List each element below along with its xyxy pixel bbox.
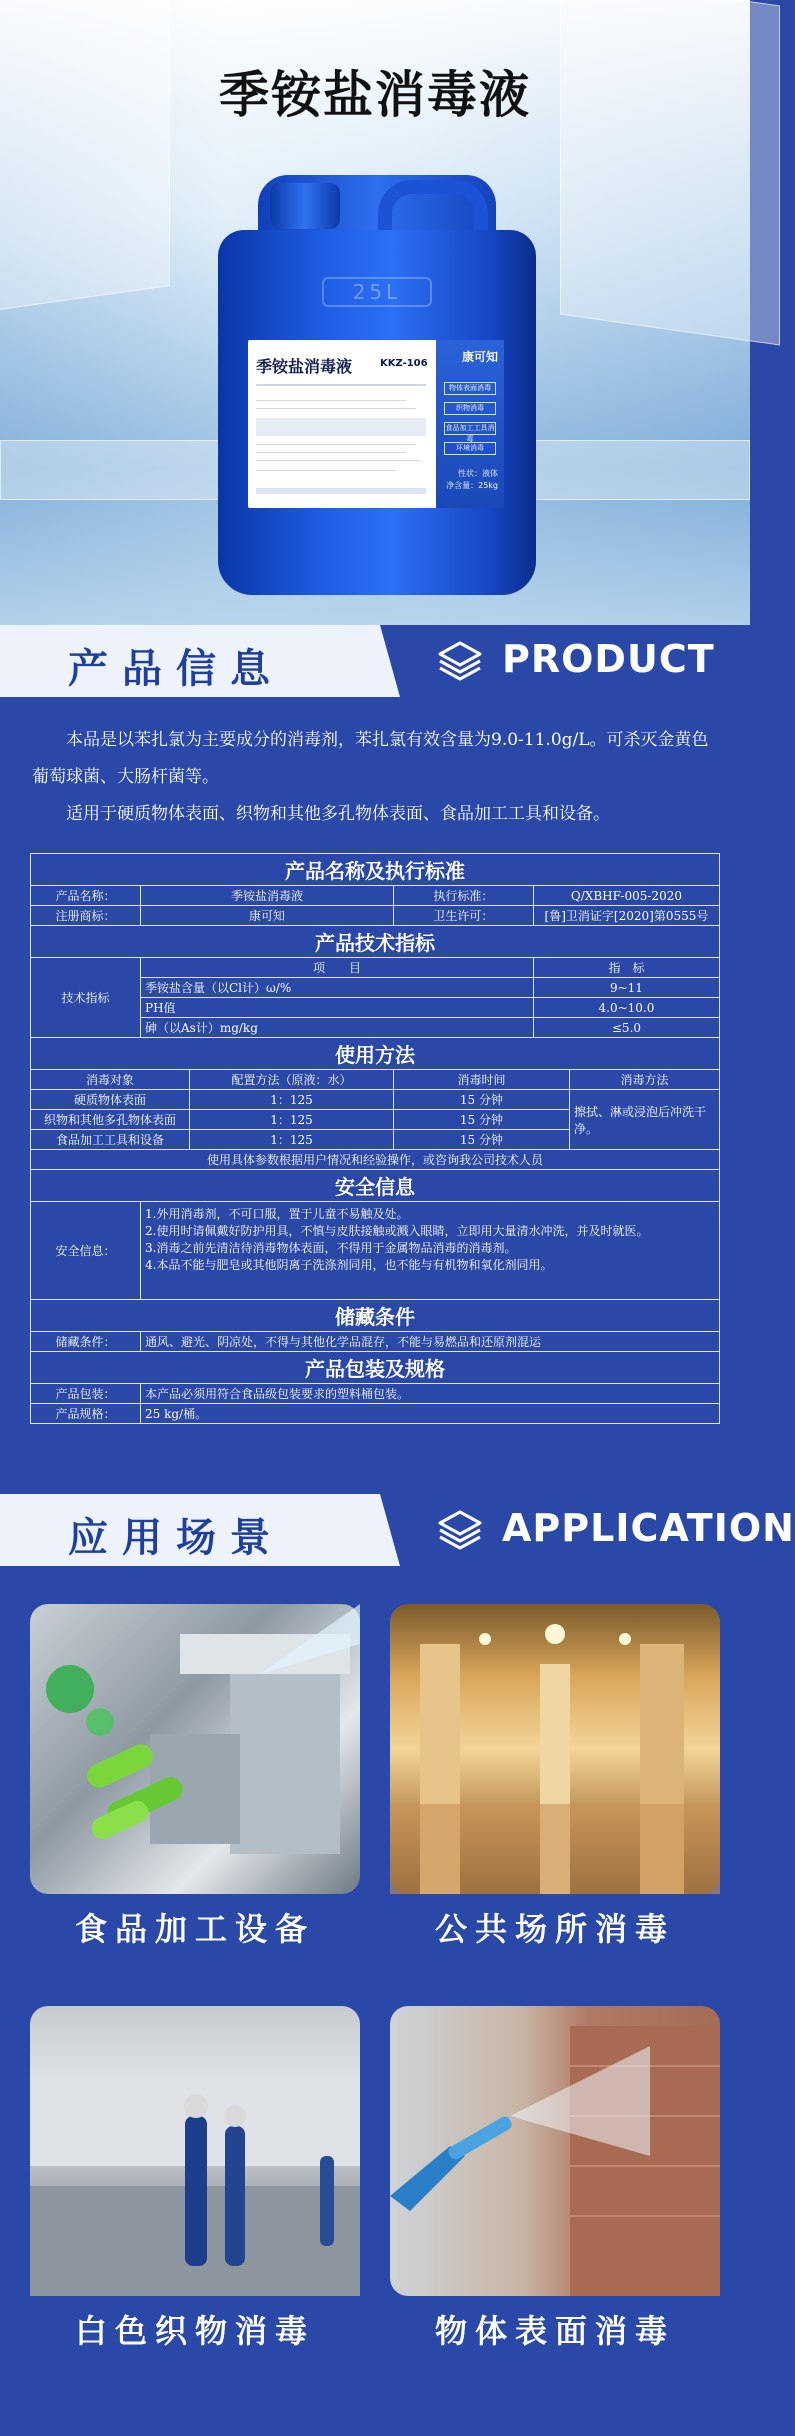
- glass-panel: [0, 0, 170, 314]
- spray-illustration: [390, 2006, 720, 2296]
- section-header-application: [0, 1494, 795, 1566]
- label-divider: [256, 384, 426, 386]
- section-title: 应用场景: [68, 1515, 284, 1561]
- cell-col-header: 配置方法（原液：水）: [190, 1070, 394, 1090]
- table-heading: 使用方法: [31, 1038, 720, 1070]
- section-spacer: [0, 1424, 750, 1494]
- application-grid: [0, 1566, 750, 2436]
- table-heading: 储藏条件: [31, 1300, 720, 1332]
- label-side-panel: [436, 340, 504, 508]
- caption-white-fabric: 白色织物消毒: [74, 2312, 315, 2350]
- safety-item: 1.外用消毒剂，不可口服，置于儿童不易触及处。: [145, 1207, 409, 1221]
- cell-col-header: 消毒时间: [393, 1070, 569, 1090]
- label-meta-line: 性状：液体: [458, 469, 498, 478]
- label-chip: 环境消毒: [444, 442, 496, 455]
- cell-label: 执行标准：: [393, 886, 533, 906]
- caption-food-processing: 食品加工设备: [74, 1910, 315, 1948]
- label-meta-line: 净含量：25kg: [446, 481, 498, 490]
- cell-label: 注册商标：: [31, 906, 141, 926]
- cell-value: 硬质物体表面: [31, 1090, 190, 1110]
- cell-value: 1：125: [190, 1110, 394, 1130]
- label-meta: [446, 468, 498, 492]
- lab-illustration: [30, 2006, 360, 2296]
- cell-value: PH值: [141, 998, 534, 1018]
- layers-icon: [436, 637, 484, 685]
- cell-value: 1：125: [190, 1090, 394, 1110]
- cell-value: 4.0~10.0: [533, 998, 719, 1018]
- label-chip: 织物消毒: [444, 402, 496, 415]
- photo-object-surface: [390, 2006, 720, 2296]
- safety-item: 3.消毒之前先清洁待消毒物体表面，不得用于金属物品消毒的消毒剂。: [145, 1241, 517, 1255]
- safety-item: 2.使用时请佩戴好防护用具，不慎与皮肤接触或溅入眼睛，立即用大量清水冲洗，并及时就医。: [145, 1224, 649, 1238]
- table-heading: 安全信息: [31, 1170, 720, 1202]
- cell-note: 使用具体参数根据用户情况和经验操作，或咨询我公司技术人员: [31, 1150, 720, 1170]
- safety-item: 4.本品不能与肥皂或其他阴离子洗涤剂同用，也不能与有机物和氧化剂同用。: [145, 1258, 553, 1272]
- cell-label: 技术指标: [31, 958, 141, 1038]
- table-heading: 产品技术指标: [31, 926, 720, 958]
- jug-volume-mark: 25L: [322, 277, 432, 307]
- caption-object-surface: 物体表面消毒: [434, 2312, 675, 2350]
- photo-food-processing: [30, 1604, 360, 1894]
- intro-paragraph: 本品是以苯扎氯为主要成分的消毒剂，苯扎氯有效含量为9.0-11.0g/L。可杀灭金黄色葡萄球菌、大肠杆菌等。: [32, 730, 709, 787]
- cell-label: 卫生许可：: [393, 906, 533, 926]
- cell-value: 通风、避光、阴凉处，不得与其他化学品混存，不能与易燃品和还原剂混运: [141, 1332, 720, 1352]
- cell-value: 砷（以As计）mg/kg: [141, 1018, 534, 1038]
- table-heading: 产品名称及执行标准: [31, 854, 720, 886]
- cell-label: 产品包装：: [31, 1384, 141, 1404]
- intro-paragraph: 适用于硬质物体表面、织物和其他多孔物体表面、食品加工工具和设备。: [66, 804, 610, 824]
- glass-panel: [560, 0, 780, 345]
- safety-list: [141, 1202, 720, 1300]
- cell-col-header: 指 标: [533, 958, 719, 978]
- cell-value: 食品加工工具和设备: [31, 1130, 190, 1150]
- label-chip: 食品加工工具消毒: [445, 424, 495, 443]
- label-text-line: [256, 452, 406, 453]
- cell-value: 康可知: [141, 906, 394, 926]
- photo-public-place: [390, 1604, 720, 1894]
- cell-value: 织物和其他多孔物体表面: [31, 1110, 190, 1130]
- caption-public-place: 公共场所消毒: [434, 1910, 675, 1948]
- cell-value: 15 分钟: [393, 1110, 569, 1130]
- label-text-line: [256, 408, 416, 409]
- cell-value: 本产品必须用符合食品级包装要求的塑料桶包装。: [141, 1384, 720, 1404]
- cell-value: 擦拭、淋或浸泡后冲洗干净。: [570, 1090, 720, 1150]
- cell-value: Q/XBHF-005-2020: [533, 886, 719, 906]
- cell-value: 9~11: [533, 978, 719, 998]
- label-table: [256, 418, 426, 436]
- product-title: 季铵盐消毒液: [219, 66, 531, 124]
- table-heading: 产品包装及规格: [31, 1352, 720, 1384]
- label-chip: 物体表面消毒: [444, 382, 496, 395]
- section-title-en: PRODUCT: [502, 637, 715, 681]
- cell-col-header: 消毒对象: [31, 1070, 190, 1090]
- label-product-name: 季铵盐消毒液: [256, 357, 353, 376]
- cell-label: 储藏条件：: [31, 1332, 141, 1352]
- label-product-code: KKZ-106: [380, 358, 428, 369]
- label-text-line: [256, 470, 396, 471]
- cell-value: 季铵盐消毒液: [141, 886, 394, 906]
- label-text-line: [256, 460, 421, 461]
- jug-label: [248, 340, 504, 508]
- product-jug-image: [218, 175, 536, 595]
- label-maker-bar: [256, 488, 426, 494]
- label-text-line: [256, 444, 416, 445]
- bacteria-illustration: [30, 1604, 360, 1894]
- hall-illustration: [390, 1604, 720, 1894]
- cell-value: 15 分钟: [393, 1130, 569, 1150]
- cell-col-header: 项 目: [141, 958, 534, 978]
- hero-banner: [0, 0, 750, 625]
- cell-value: 25 kg/桶。: [141, 1404, 720, 1424]
- cell-value: ≤5.0: [533, 1018, 719, 1038]
- cell-label: 安全信息：: [31, 1202, 141, 1300]
- product-intro: [0, 697, 750, 833]
- layers-icon: [436, 1506, 484, 1554]
- spec-table: [30, 853, 720, 1424]
- cell-label: 产品名称：: [31, 886, 141, 906]
- cell-value: 季铵盐含量（以Cl计）ω/%: [141, 978, 534, 998]
- cell-value: 1：125: [190, 1130, 394, 1150]
- cell-value: 15 分钟: [393, 1090, 569, 1110]
- label-brand: 康可知: [461, 350, 498, 364]
- cell-col-header: 消毒方法: [570, 1070, 720, 1090]
- jug-cap: [270, 183, 340, 229]
- label-text-line: [256, 400, 406, 401]
- section-title-en: APPLICATION: [502, 1506, 795, 1550]
- section-title: 产品信息: [68, 646, 284, 692]
- cell-label: 产品规格：: [31, 1404, 141, 1424]
- cell-value: [鲁]卫消证字[2020]第0555号: [533, 906, 719, 926]
- section-header-product: [0, 625, 750, 697]
- photo-white-fabric: [30, 2006, 360, 2296]
